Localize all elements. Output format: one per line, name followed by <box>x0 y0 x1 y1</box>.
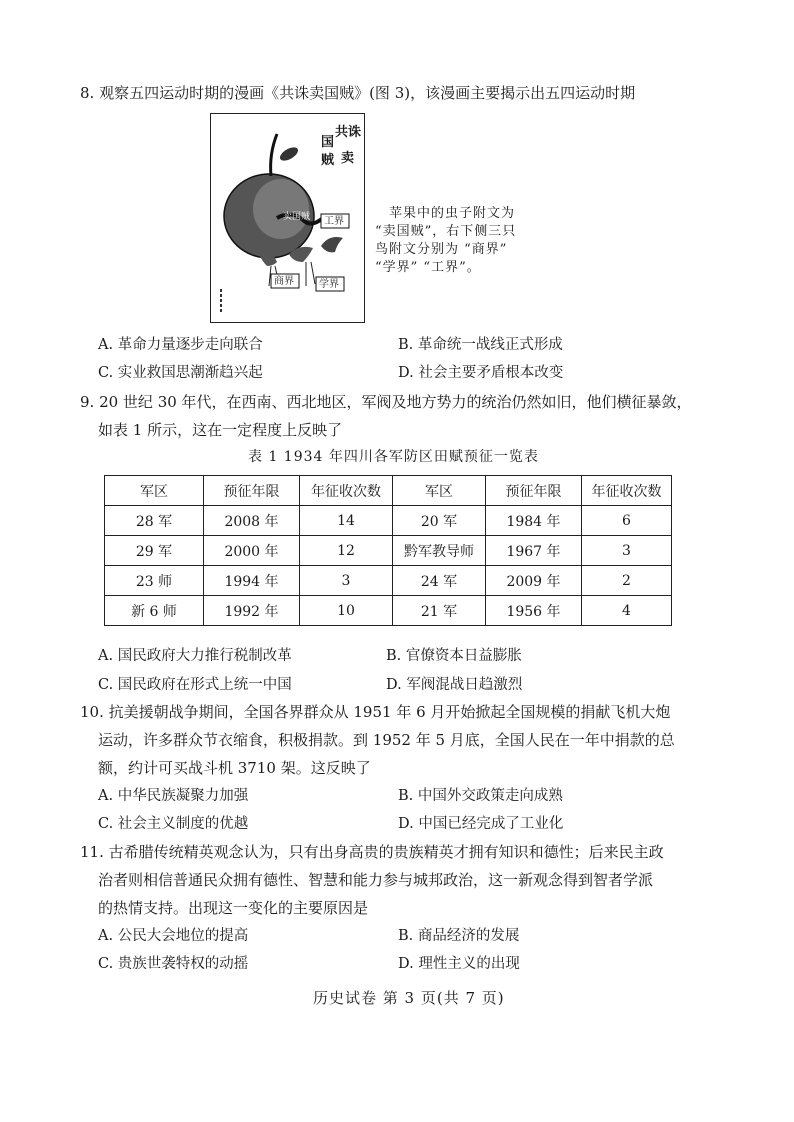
table-cell: 2009 年 <box>486 566 582 596</box>
q10-option-d[interactable]: D. 中国已经完成了工业化 <box>398 816 564 832</box>
table-cell: 4 <box>582 596 672 626</box>
table-cell: 12 <box>300 536 393 566</box>
table-cell: 1967 年 <box>486 536 582 566</box>
table-cell: 1994 年 <box>204 566 300 596</box>
caption-line: 鸟附文分别为 “商界” <box>375 242 508 257</box>
table-cell: 1992 年 <box>204 596 300 626</box>
table-cell: 3 <box>300 566 393 596</box>
table-cell: 2008 年 <box>204 506 300 536</box>
table-cell: 24 军 <box>393 566 486 596</box>
cartoon-caption <box>375 205 516 277</box>
q11-option-b[interactable]: B. 商品经济的发展 <box>398 928 520 944</box>
q8-option-a[interactable]: A. 革命力量逐步走向联合 <box>98 337 263 353</box>
table-header: 军区 <box>393 476 486 506</box>
table-header: 预征年限 <box>204 476 300 506</box>
table-cell: 23 师 <box>105 566 204 596</box>
q10-stem-line2: 运动，许多群众节衣缩食，积极捐款。到 1952 年 5 月底，全国人民在一年中捐款的总 <box>98 731 675 749</box>
table-cell: 21 军 <box>393 596 486 626</box>
table-header: 年征收次数 <box>300 476 393 506</box>
q9-option-c[interactable]: C. 国民政府在形式上统一中国 <box>98 677 292 693</box>
table-cell: 新 6 师 <box>105 596 204 626</box>
table-row <box>105 536 672 566</box>
q8-option-d[interactable]: D. 社会主要矛盾根本改变 <box>398 365 564 381</box>
bird-label-students: 学界 <box>319 279 339 290</box>
apple-worm-label: 卖国贼 <box>283 212 311 222</box>
bird-label-workers: 工界 <box>324 216 344 227</box>
table-cell: 28 军 <box>105 506 204 536</box>
page-footer: 历史试卷 第 3 页(共 7 页) <box>313 989 505 1007</box>
cartoon-title-c: 国 <box>321 135 335 150</box>
q11-option-c[interactable]: C. 贵族世袭特权的动摇 <box>98 956 249 972</box>
q10-option-a[interactable]: A. 中华民族凝聚力加强 <box>98 788 249 804</box>
q9-stem-line2: 如表 1 所示，这在一定程度上反映了 <box>98 421 343 439</box>
q11-stem-line1: 11. 古希腊传统精英观念认为，只有出身高贵的贵族精英才拥有知识和德性；后来民主政 <box>80 843 664 861</box>
cartoon-title-d: 贼 <box>321 153 335 168</box>
cartoon-title-b: 卖 <box>341 151 355 166</box>
caption-line: 苹果中的虫子附文为 <box>389 206 516 221</box>
table-cell: 2 <box>582 566 672 596</box>
table-header: 年征收次数 <box>582 476 672 506</box>
q9-stem-line1: 9. 20 世纪 30 年代，在西南、西北地区，军阀及地方势力的统治仍然如旧，他们横征暴敛， <box>80 393 692 411</box>
q11-stem-line2: 治者则相信普通民众拥有德性、智慧和能力参与城邦政治，这一新观念得到智者学派 <box>98 871 654 889</box>
q9-option-a[interactable]: A. 国民政府大力推行税制改革 <box>98 648 292 664</box>
cartoon-title-a: 共诛 <box>335 125 362 140</box>
caption-line: “学界” “工界”。 <box>375 260 481 275</box>
q10-stem-line1: 10. 抗美援朝战争期间，全国各界群众从 1951 年 6 月开始掀起全国规模的捐献飞机大炮 <box>80 703 671 721</box>
table-cell: 10 <box>300 596 393 626</box>
table-cell: 1984 年 <box>486 506 582 536</box>
table-header: 军区 <box>105 476 204 506</box>
q10-option-b[interactable]: B. 中国外交政策走向成熟 <box>398 788 563 804</box>
table-cell: 20 军 <box>393 506 486 536</box>
q11-option-a[interactable]: A. 公民大会地位的提高 <box>98 928 249 944</box>
q8-option-c[interactable]: C. 实业救国思潮渐趋兴起 <box>98 365 263 381</box>
table-cell: 29 军 <box>105 536 204 566</box>
q9-option-d[interactable]: D. 军阀混战日趋激烈 <box>386 677 523 693</box>
q8-stem: 8. 观察五四运动时期的漫画《共诛卖国贼》(图 3)，该漫画主要揭示出五四运动时期 <box>80 84 636 102</box>
table-row <box>105 566 672 596</box>
table-caption: 表 1 1934 年四川各军防区田赋预征一览表 <box>248 449 539 465</box>
table-cell: 6 <box>582 506 672 536</box>
table-cell: 14 <box>300 506 393 536</box>
table-cell: 黔军教导师 <box>393 536 486 566</box>
table-header-row <box>105 476 672 506</box>
table-cell: 1956 年 <box>486 596 582 626</box>
q11-stem-line3: 的热情支持。出现这一变化的主要原因是 <box>98 899 369 917</box>
table-cell: 2000 年 <box>204 536 300 566</box>
tax-table <box>104 475 672 626</box>
table-cell: 3 <box>582 536 672 566</box>
bird-label-merchants: 商界 <box>274 276 294 287</box>
q11-option-d[interactable]: D. 理性主义的出现 <box>398 956 520 972</box>
table-row <box>105 596 672 626</box>
q9-option-b[interactable]: B. 官僚资本日益膨胀 <box>386 648 522 664</box>
table-row <box>105 506 672 536</box>
table-header: 预征年限 <box>486 476 582 506</box>
caption-line: “卖国贼”，右下侧三只 <box>375 224 517 239</box>
q8-option-b[interactable]: B. 革命统一战线正式形成 <box>398 337 563 353</box>
cartoon-figure-3 <box>210 113 365 323</box>
q10-stem-line3: 额，约计可买战斗机 3710 架。这反映了 <box>98 759 371 777</box>
q10-option-c[interactable]: C. 社会主义制度的优越 <box>98 816 249 832</box>
